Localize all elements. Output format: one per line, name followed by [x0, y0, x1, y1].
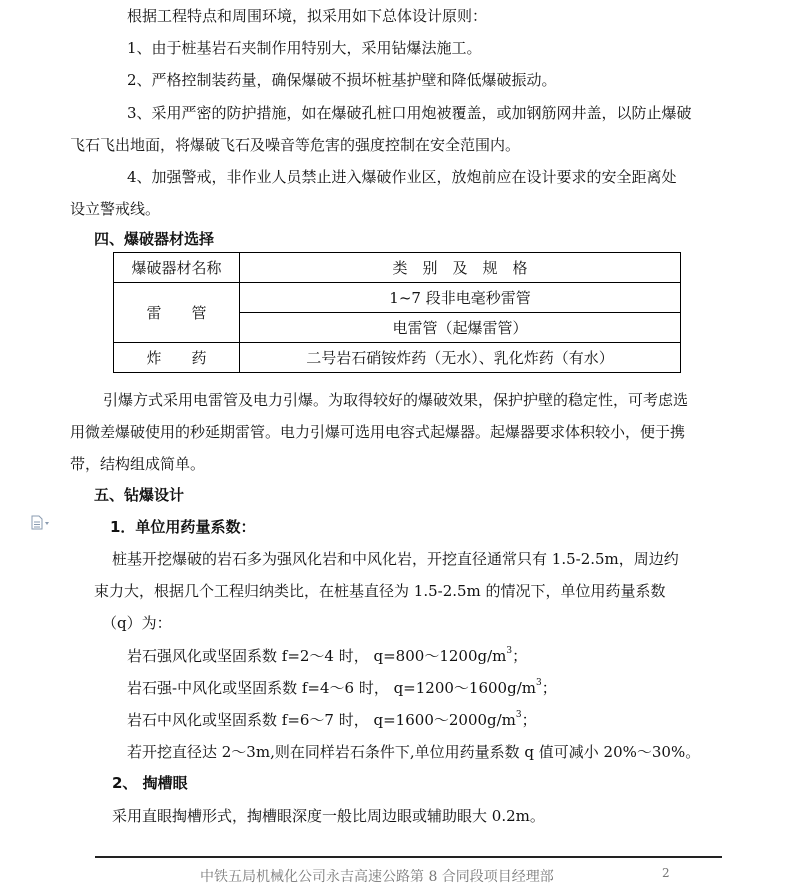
coefficient-suffix: ；	[521, 711, 537, 729]
intro-paragraph: 根据工程特点和周围环境，拟采用如下总体设计原则：	[127, 7, 488, 25]
coefficient-text: 岩石中风化或坚固系数 f=6～7 时， q=1600～2000g/m	[127, 711, 516, 729]
table-row	[114, 283, 681, 313]
principle-4-cont: 设立警戒线。	[70, 200, 161, 218]
unit-exponent: 3	[535, 678, 542, 688]
detonator-name-cell: 雷 管	[114, 283, 240, 343]
table-header-name: 爆破器材名称	[114, 253, 240, 283]
principle-3: 3、采用严密的防护措施，如在爆破孔桩口用炮被覆盖，或加钢筋网井盖，以防止爆破	[127, 104, 692, 122]
coefficient-line-3	[127, 710, 537, 730]
table-row	[114, 343, 681, 373]
document-icon[interactable]	[30, 515, 50, 531]
table-row	[114, 253, 681, 283]
sub2-text: 采用直眼掏槽形式，掏槽眼深度一般比周边眼或辅助眼大 0.2m。	[112, 807, 545, 825]
ignition-line-2: 用微差爆破使用的秒延期雷管。电力引爆可选用电容式起爆器。起爆器要求体积较小，便于携	[70, 423, 686, 441]
principle-4: 4、加强警戒，非作业人员禁止进入爆破作业区，放炮前应在设计要求的安全距离处	[127, 168, 677, 186]
detonator-spec-cell: 电雷管（起爆雷管）	[240, 313, 681, 343]
ignition-line-1: 引爆方式采用电雷管及电力引爆。为取得较好的爆破效果，保护护壁的稳定性，可考虑选	[103, 391, 689, 409]
blasting-equipment-table	[113, 252, 681, 373]
coefficient-text: 岩石强-中风化或坚固系数 f=4～6 时， q=1200～1600g/m	[127, 679, 536, 697]
table-header-spec: 类 别 及 规 格	[240, 253, 681, 283]
unit-exponent: 3	[515, 710, 522, 720]
section4-heading: 四、爆破器材选择	[94, 230, 215, 248]
page-number: 2	[662, 866, 670, 880]
sub2-heading: 2、 掏槽眼	[112, 774, 188, 792]
coefficient-line-2	[127, 678, 557, 698]
footer-text: 中铁五局机械化公司永吉高速公路第 8 合同段项目经理部	[200, 869, 554, 885]
explosive-name-cell: 炸 药	[114, 343, 240, 373]
principle-2: 2、严格控制装药量，确保爆破不损坏桩基护壁和降低爆破振动。	[127, 71, 557, 89]
footer-divider	[95, 856, 722, 858]
sub1-heading: 1．单位用药量系数：	[110, 518, 256, 536]
ignition-line-3: 带，结构组成简单。	[70, 455, 206, 473]
sub1-line-3: （q）为：	[102, 614, 172, 632]
explosive-spec-cell: 二号岩石硝铵炸药（无水）、乳化炸药（有水）	[240, 343, 681, 373]
sub1-line-2: 束力大，根据几个工程归纳类比，在桩基直径为 1.5-2.5m 的情况下，单位用药量系数	[94, 582, 666, 600]
unit-exponent: 3	[506, 646, 513, 656]
reduction-note: 若开挖直径达 2～3m,则在同样岩石条件下,单位用药量系数 q 值可减小 20%～30%。	[127, 743, 701, 761]
coefficient-suffix: ；	[512, 647, 528, 665]
principle-1: 1、由于桩基岩石夹制作用特别大，采用钻爆法施工。	[127, 39, 482, 57]
coefficient-line-1	[127, 646, 527, 666]
sub1-line-1: 桩基开挖爆破的岩石多为强风化岩和中风化岩，开挖直径通常只有 1.5-2.5m，周边约	[112, 550, 679, 568]
coefficient-text: 岩石强风化或坚固系数 f=2～4 时， q=800～1200g/m	[127, 647, 507, 665]
principle-3-cont: 飞石飞出地面，将爆破飞石及噪音等危害的强度控制在安全范围内。	[70, 136, 521, 154]
section5-heading: 五、钻爆设计	[94, 486, 185, 504]
detonator-spec-cell: 1~7 段非电毫秒雷管	[240, 283, 681, 313]
coefficient-suffix: ；	[541, 679, 557, 697]
